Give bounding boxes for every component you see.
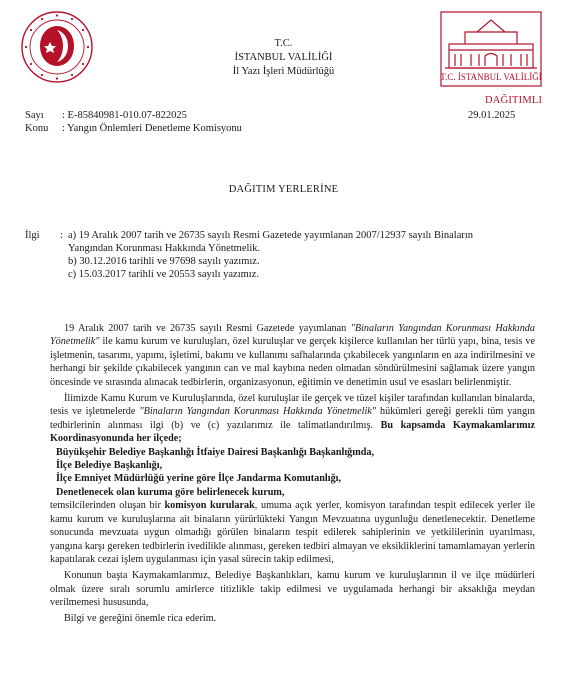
ilgi-label: İlgi	[25, 230, 40, 241]
konu-label: Konu	[25, 123, 49, 134]
header-valilik: İSTANBUL VALİLİĞİ	[234, 52, 333, 63]
paragraph-5: Bilgi ve gereğini önemle rica ederim.	[64, 612, 217, 624]
paragraph-3: temsilcilerinden oluşan bir komisyon kurularak, umuma açık yerler, komisyon tarafından tespit edilecek yerler ile kamu kurum ve kuruluşlarına ait binaların yürürlükteki Yangın Mevzuatına uygunluğu denetlenecektir. Denetleme sonucunda mevzuata uygun olmadığı görülen binaların tespit edilerek sahiplerinin ve yetkililerinin uyarılması, yangına karşı gereken tedbirlerin ivedilikle alınması, gereken tedbiri almayan ve eksikliklerini tamamlamayan yerlerin kapatılarak cezai işlem uygulanması için yasal sürecin takip edilmesi,	[50, 500, 536, 565]
letter-body	[50, 322, 535, 625]
sayi-value: : E-85840981-010.07-822025	[62, 110, 187, 121]
document-date: 29.01.2025	[468, 110, 516, 121]
list-item-2: İlçe Belediye Başkanlığı,	[56, 460, 163, 472]
ilgi-colon: :	[60, 230, 63, 241]
svg-text:T.C. İSTANBUL VALİLİĞİ: T.C. İSTANBUL VALİLİĞİ	[440, 72, 542, 82]
reference-a-line2: Yangından Korunması Hakkında Yönetmelik.	[68, 243, 261, 254]
list-item-4: Denetlenecek olan kuruma göre belirlenecek kurum,	[56, 486, 285, 498]
sayi-label: Sayı	[25, 110, 44, 121]
paragraph-4: Konunun başta Kaymakamlarımız, Belediye Başkanlıkları, kamu kurum ve kuruluşlarının il ve ilçe müdürleri olmak üzere sıralı sorumlu amirlerce titizlikle takip edilmesi ve uygulamada herhangi bir aksaklığa meydan verilmemesi hususunda,	[50, 570, 535, 609]
reference-c: c) 15.03.2017 tarihli ve 20553 sayılı yazımız.	[68, 269, 259, 280]
distribution-label: DAĞITIMLI	[485, 95, 543, 106]
header-tc: T.C.	[274, 38, 293, 49]
list-item-1: Büyükşehir Belediye Başkanlığı İtfaiye Dairesi Başkanlığı Başkanlığında,	[56, 446, 375, 458]
paragraph-2: İlimizde Kamu Kurum ve Kuruluşlarında, özel kuruluşlar ile gerçek ve tüzel kişiler tarafından kullanılan binalarda, tesis ve işletmelerde "Binaların Yangından Korunması Hakkında Yönetmelik" hükümleri gereği gerekli tüm yangın tedbirlerinin alınması ilgi (b) ve (c) yazılarımız ile talimatlandırılmış. Bu kapsamda Kaymakamlarımız Koordinasyonunda her ilçede;	[50, 393, 535, 445]
reference-a-line1: a) 19 Aralık 2007 tarih ve 26735 sayılı Resmi Gazetede yayımlanan 2007/12937 sayılı Binaların	[68, 230, 474, 241]
konu-value: : Yangın Önlemleri Denetleme Komisyonu	[62, 123, 242, 134]
paragraph-1: 19 Aralık 2007 tarih ve 26735 sayılı Resmi Gazetede yayımlanan "Binaların Yangından Korunması Hakkında Yönetmelik" ile kamu kurum ve kuruluşları, özel kuruluşlar ve gerçek kişilerce kullanılan her türlü yapı, bina, tesis ve işletmenin, tasarımı, yapımı, işletimi, bakımı ve kullanımı safhalarında çıkabilecek yangınların en aza indirilmesini ve herhangi bir şekilde çıkabilecek yangının can ve mal kaybına neden olmadan söndürülmesini sağlamak üzere yangın öncesinde ve sırasında alınacak tedbirlerin, organizasyonun, eğitimin ve denetimin usul ve esasları belirlenmiştir.	[50, 323, 535, 388]
header-mudurluk: İl Yazı İşleri Müdürlüğü	[232, 66, 335, 77]
recipient-title: DAĞITIM YERLERİNE	[228, 184, 339, 195]
reference-b: b) 30.12.2016 tarihli ve 97698 sayılı yazımız.	[68, 256, 260, 267]
valilik-building-logo	[435, 10, 547, 88]
list-item-3: İlçe Emniyet Müdürlüğü yerine göre İlçe Jandarma Komutanlığı,	[56, 473, 342, 485]
